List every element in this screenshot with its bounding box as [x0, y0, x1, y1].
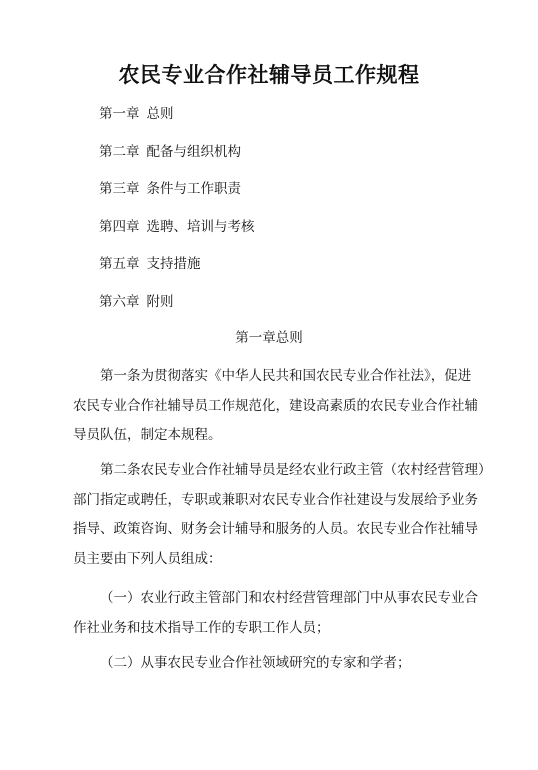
paragraph-line: 指导、政策咨询、财务会计辅导和服务的人员。农民专业合作社辅导 — [73, 521, 478, 537]
toc-chapter-number: 第四章 — [99, 218, 140, 235]
toc-chapter-number: 第三章 — [99, 181, 140, 197]
paragraph-line: 员主要由下列人员组成： — [73, 550, 222, 567]
paragraph-line: 导员队伍，制定本规程。 — [73, 427, 222, 443]
toc-item — [99, 104, 255, 142]
toc-chapter-number: 第二章 — [99, 143, 140, 160]
toc-chapter-name: 支持措施 — [146, 256, 201, 272]
toc-chapter-name: 选聘、培训与考核 — [146, 218, 255, 235]
toc-chapter-name: 条件与工作职责 — [146, 181, 241, 197]
paragraph-line: （一）农业行政主管部门和农村经营管理部门中从事农民专业合 — [100, 590, 478, 606]
table-of-contents — [99, 104, 255, 329]
document-title: 农民专业合作社辅导员工作规程 — [118, 63, 420, 87]
toc-item — [99, 292, 255, 330]
toc-item — [99, 179, 255, 217]
toc-chapter-number: 第六章 — [99, 293, 140, 310]
chapter-heading: 第一章总则 — [235, 330, 303, 346]
article-paragraph — [73, 456, 492, 574]
toc-chapter-name: 配备与组织机构 — [146, 143, 241, 160]
paragraph-line: 第二条农民专业合作社辅导员是经农业行政主管（农村经营管理） — [100, 462, 492, 478]
toc-chapter-name: 附则 — [146, 293, 174, 310]
toc-chapter-number: 第五章 — [99, 256, 140, 272]
paragraph-line: 第一条为贯彻落实《中华人民共和国农民专业合作社法》，促进 — [100, 368, 472, 384]
list-paragraph — [73, 584, 478, 643]
paragraph-line: 作社业务和技术指导工作的专职工作人员； — [73, 619, 330, 636]
toc-item — [99, 217, 255, 255]
paragraph-line: 部门指定或聘任，专职或兼职对农民专业合作社建设与发展给予业务 — [73, 491, 478, 508]
toc-item — [99, 142, 255, 180]
list-paragraph — [73, 649, 473, 679]
toc-item — [99, 254, 255, 292]
paragraph-line: （二）从事农民专业合作社领域研究的专家和学者； — [100, 655, 411, 671]
article-paragraph — [73, 362, 478, 451]
toc-chapter-name: 总则 — [146, 106, 174, 122]
toc-chapter-number: 第一章 — [99, 106, 140, 122]
paragraph-line: 农民专业合作社辅导员工作规范化，建设高素质的农民专业合作社辅 — [73, 397, 478, 414]
